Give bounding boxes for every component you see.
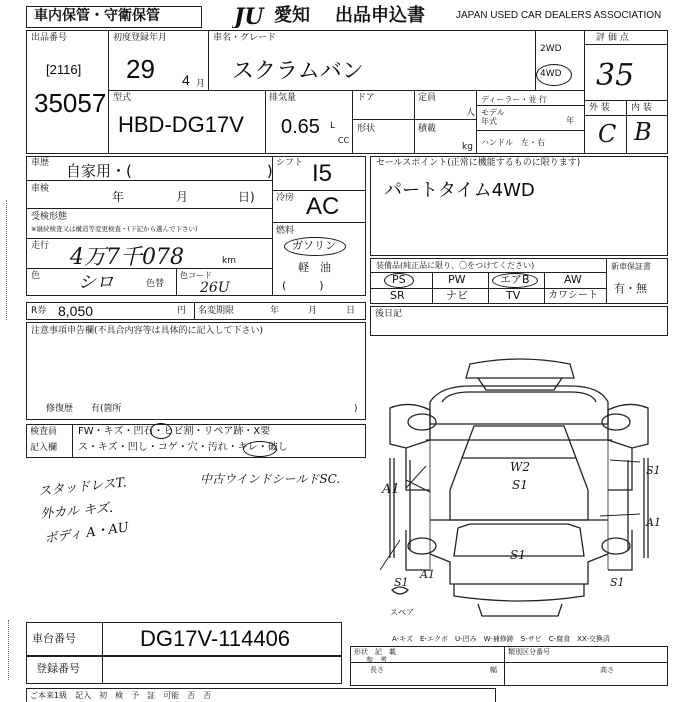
color-label: 色	[31, 271, 41, 281]
handle-label: ハンドル 左・右	[481, 138, 545, 147]
sales-point-value: パートタイム4WD	[384, 180, 535, 201]
damage-mark-bottom-left: S1	[394, 576, 409, 589]
notes-label: 注意事項申告欄(不具合内容等は具体的に記入して下さい)	[31, 326, 264, 336]
mileage-value: 4万7千078	[70, 245, 184, 270]
hand-note-studless: スタッドレスT.	[37, 475, 128, 500]
aircon-label: 冷房	[276, 193, 295, 203]
ju-logo	[232, 4, 276, 28]
equipment-navi: ナビ	[446, 289, 468, 302]
plate-label: 登録番号	[36, 662, 80, 675]
fuel-gasoline: ガソリン	[292, 239, 336, 252]
inspection-year-unit: 年	[112, 190, 125, 204]
spare-label: スペア	[390, 608, 414, 617]
sales-point-box	[370, 156, 668, 256]
equipment-airbag: エアB	[500, 273, 530, 286]
damage-diagram	[370, 340, 668, 630]
recycle-unit: 円	[177, 306, 187, 316]
inspection-label: 車検	[31, 184, 50, 194]
repair-history-close: )	[354, 404, 358, 414]
damage-mark-rear-left: A1	[420, 568, 435, 581]
load-unit: kg	[462, 142, 473, 152]
model-value: HBD-DG17V	[118, 112, 244, 137]
damage-mark-bottom-right: S1	[610, 576, 625, 589]
displacement-unit-cc: CC	[338, 136, 350, 145]
evaluation-label: 評 価 点	[596, 33, 629, 43]
model-label: 型式	[113, 93, 132, 103]
equipment-aw: AW	[564, 273, 582, 286]
storage-title: 車内保管・守衛保管	[34, 8, 160, 24]
model-year-label: モデル 年式	[481, 108, 505, 126]
recycle-label: R券	[31, 306, 47, 316]
lot-label: 出品番号	[31, 33, 68, 43]
capacity-label: 定員	[418, 93, 437, 103]
equipment-sr: SR	[390, 289, 405, 302]
drive-4wd: 4WD	[540, 69, 562, 79]
damage-mark-right-upper: S1	[646, 464, 661, 477]
lot-sub-number: [2116]	[46, 62, 82, 77]
repair-history-label: 修復歴 有(箇所	[46, 404, 122, 414]
car-name-label: 車名・グレード	[213, 33, 277, 43]
displacement-label: 排気量	[269, 93, 297, 103]
evaluation-score: 35	[596, 58, 635, 93]
equipment-ps: PS	[392, 273, 406, 286]
displacement-unit-l: L	[330, 121, 336, 131]
org-name: 愛知	[274, 5, 310, 26]
vehicle-use-label: 車歴	[31, 158, 50, 168]
svg-text:JU: JU	[234, 4, 264, 28]
width-label: 幅	[490, 666, 497, 674]
name-change-year: 年	[270, 306, 280, 316]
name-change-month: 月	[308, 306, 318, 316]
shift-value: I5	[312, 160, 333, 187]
registration-label: 初度登録年月	[113, 33, 168, 43]
body-shape-label: 形状	[357, 124, 376, 134]
lot-number: 35057	[34, 88, 107, 118]
mileage-unit: km	[222, 256, 236, 266]
hand-note-body: ボディ A・AU	[43, 520, 130, 547]
mileage-label: 走行	[31, 241, 50, 251]
inspection-day-unit: 日)	[238, 190, 255, 204]
inspection-month-unit: 月	[176, 190, 189, 204]
exterior-label: 外 装	[589, 103, 610, 113]
new-car-warranty-label: 新車保証書	[611, 262, 651, 271]
equipment-tv: TV	[506, 289, 521, 302]
after-box	[370, 306, 668, 336]
shape-label: 形状 記 載	[354, 648, 396, 656]
damage-legend: A-キズ E-エクボ U-凹み W-補修跡 S-サビ C-腐食 XX-交換済	[392, 635, 610, 643]
inspector-dent-circle	[150, 423, 172, 439]
damage-mark-roof: W2	[510, 460, 530, 474]
drive-2wd: 2WD	[540, 44, 562, 54]
color-suffix: 色替	[146, 279, 165, 289]
interior-label: 内 装	[631, 103, 652, 113]
interior-grade: B	[634, 118, 652, 146]
dealer-label: ディーラー・並 行	[481, 95, 547, 104]
damage-mark-front-left: A1	[382, 482, 400, 497]
color-code-label: 色コード	[180, 271, 212, 280]
recycle-value: 8,050	[58, 303, 94, 319]
inspector-record-label: 記入欄	[30, 443, 58, 453]
vehicle-use-value: 自家用・( )	[66, 162, 273, 180]
color-code-value: 26U	[200, 280, 230, 296]
class-label: 類別区分番号	[508, 648, 550, 656]
name-change-day: 日	[346, 306, 356, 316]
aircon-value: AC	[306, 193, 340, 220]
damage-mark-rear: S1	[510, 548, 526, 562]
association-name: JAPAN USED CAR DEALERS ASSOCIATION	[456, 10, 662, 21]
fuel-label: 燃料	[276, 226, 295, 236]
registration-month: 4	[182, 72, 190, 88]
length-label: 長さ	[370, 666, 384, 674]
chassis-value: DG17V-114406	[140, 626, 291, 651]
form-title: 出品申込書	[335, 5, 425, 26]
fuel-other: ( )	[282, 279, 324, 292]
shift-label: シフト	[276, 158, 304, 168]
fuel-light-oil: 軽 油	[298, 261, 331, 274]
new-car-warranty-value: 有・無	[614, 282, 647, 295]
damage-mark-roof-rust: S1	[512, 478, 528, 492]
scan-artifact-lower	[8, 620, 9, 680]
receipt-note: ※継続検査又は構造等変更検査・(下記から選んで下さい)	[31, 225, 198, 233]
scan-artifact	[6, 200, 7, 320]
damage-mark-right-lower: A1	[646, 516, 661, 529]
reference-label: 参 考	[366, 656, 387, 664]
registration-month-unit: 月	[196, 79, 206, 89]
displacement-value: 0.65	[281, 116, 320, 138]
car-name-value: スクラムバン	[232, 59, 364, 84]
inspector-line1: FW・キズ・凹石・ヒビ割・リペア跡・X要	[78, 426, 271, 437]
after-label: 後日記	[375, 309, 403, 319]
inspector-line2: ス・キズ・凹し・コゲ・穴・汚れ・キレ・破し	[78, 442, 288, 453]
capacity-unit: 人	[466, 108, 476, 118]
chassis-label: 車台番号	[32, 632, 76, 645]
hand-note-exterior: 外カル キズ.	[39, 500, 114, 523]
height-label: 高さ	[600, 666, 614, 674]
hand-note-windshield: 中古ウインドシールドSC.	[200, 472, 341, 486]
sales-point-label: セールスポイント(正常に機能するものに限ります)	[376, 158, 581, 168]
model-year-unit: 年	[566, 116, 574, 125]
equipment-label: 装備品(純正品に限り、〇をつけてください)	[376, 261, 535, 270]
receipt-label: 受検形態	[31, 212, 68, 222]
load-label: 積載	[418, 124, 437, 134]
registration-year: 29	[126, 54, 155, 84]
equipment-pw: PW	[448, 273, 466, 286]
door-label: ドア	[357, 93, 375, 103]
inspector-stain-circle	[243, 441, 277, 457]
exterior-grade: C	[598, 120, 617, 148]
color-value: シロ	[78, 272, 114, 293]
footer-text: ご本来1級 記入 初 検 予 証 可能 否 否	[30, 691, 212, 700]
name-change-label: 名変期限	[198, 306, 235, 316]
inspector-label: 検査員	[30, 427, 58, 437]
equipment-leather-seat: カワシート	[548, 290, 598, 301]
